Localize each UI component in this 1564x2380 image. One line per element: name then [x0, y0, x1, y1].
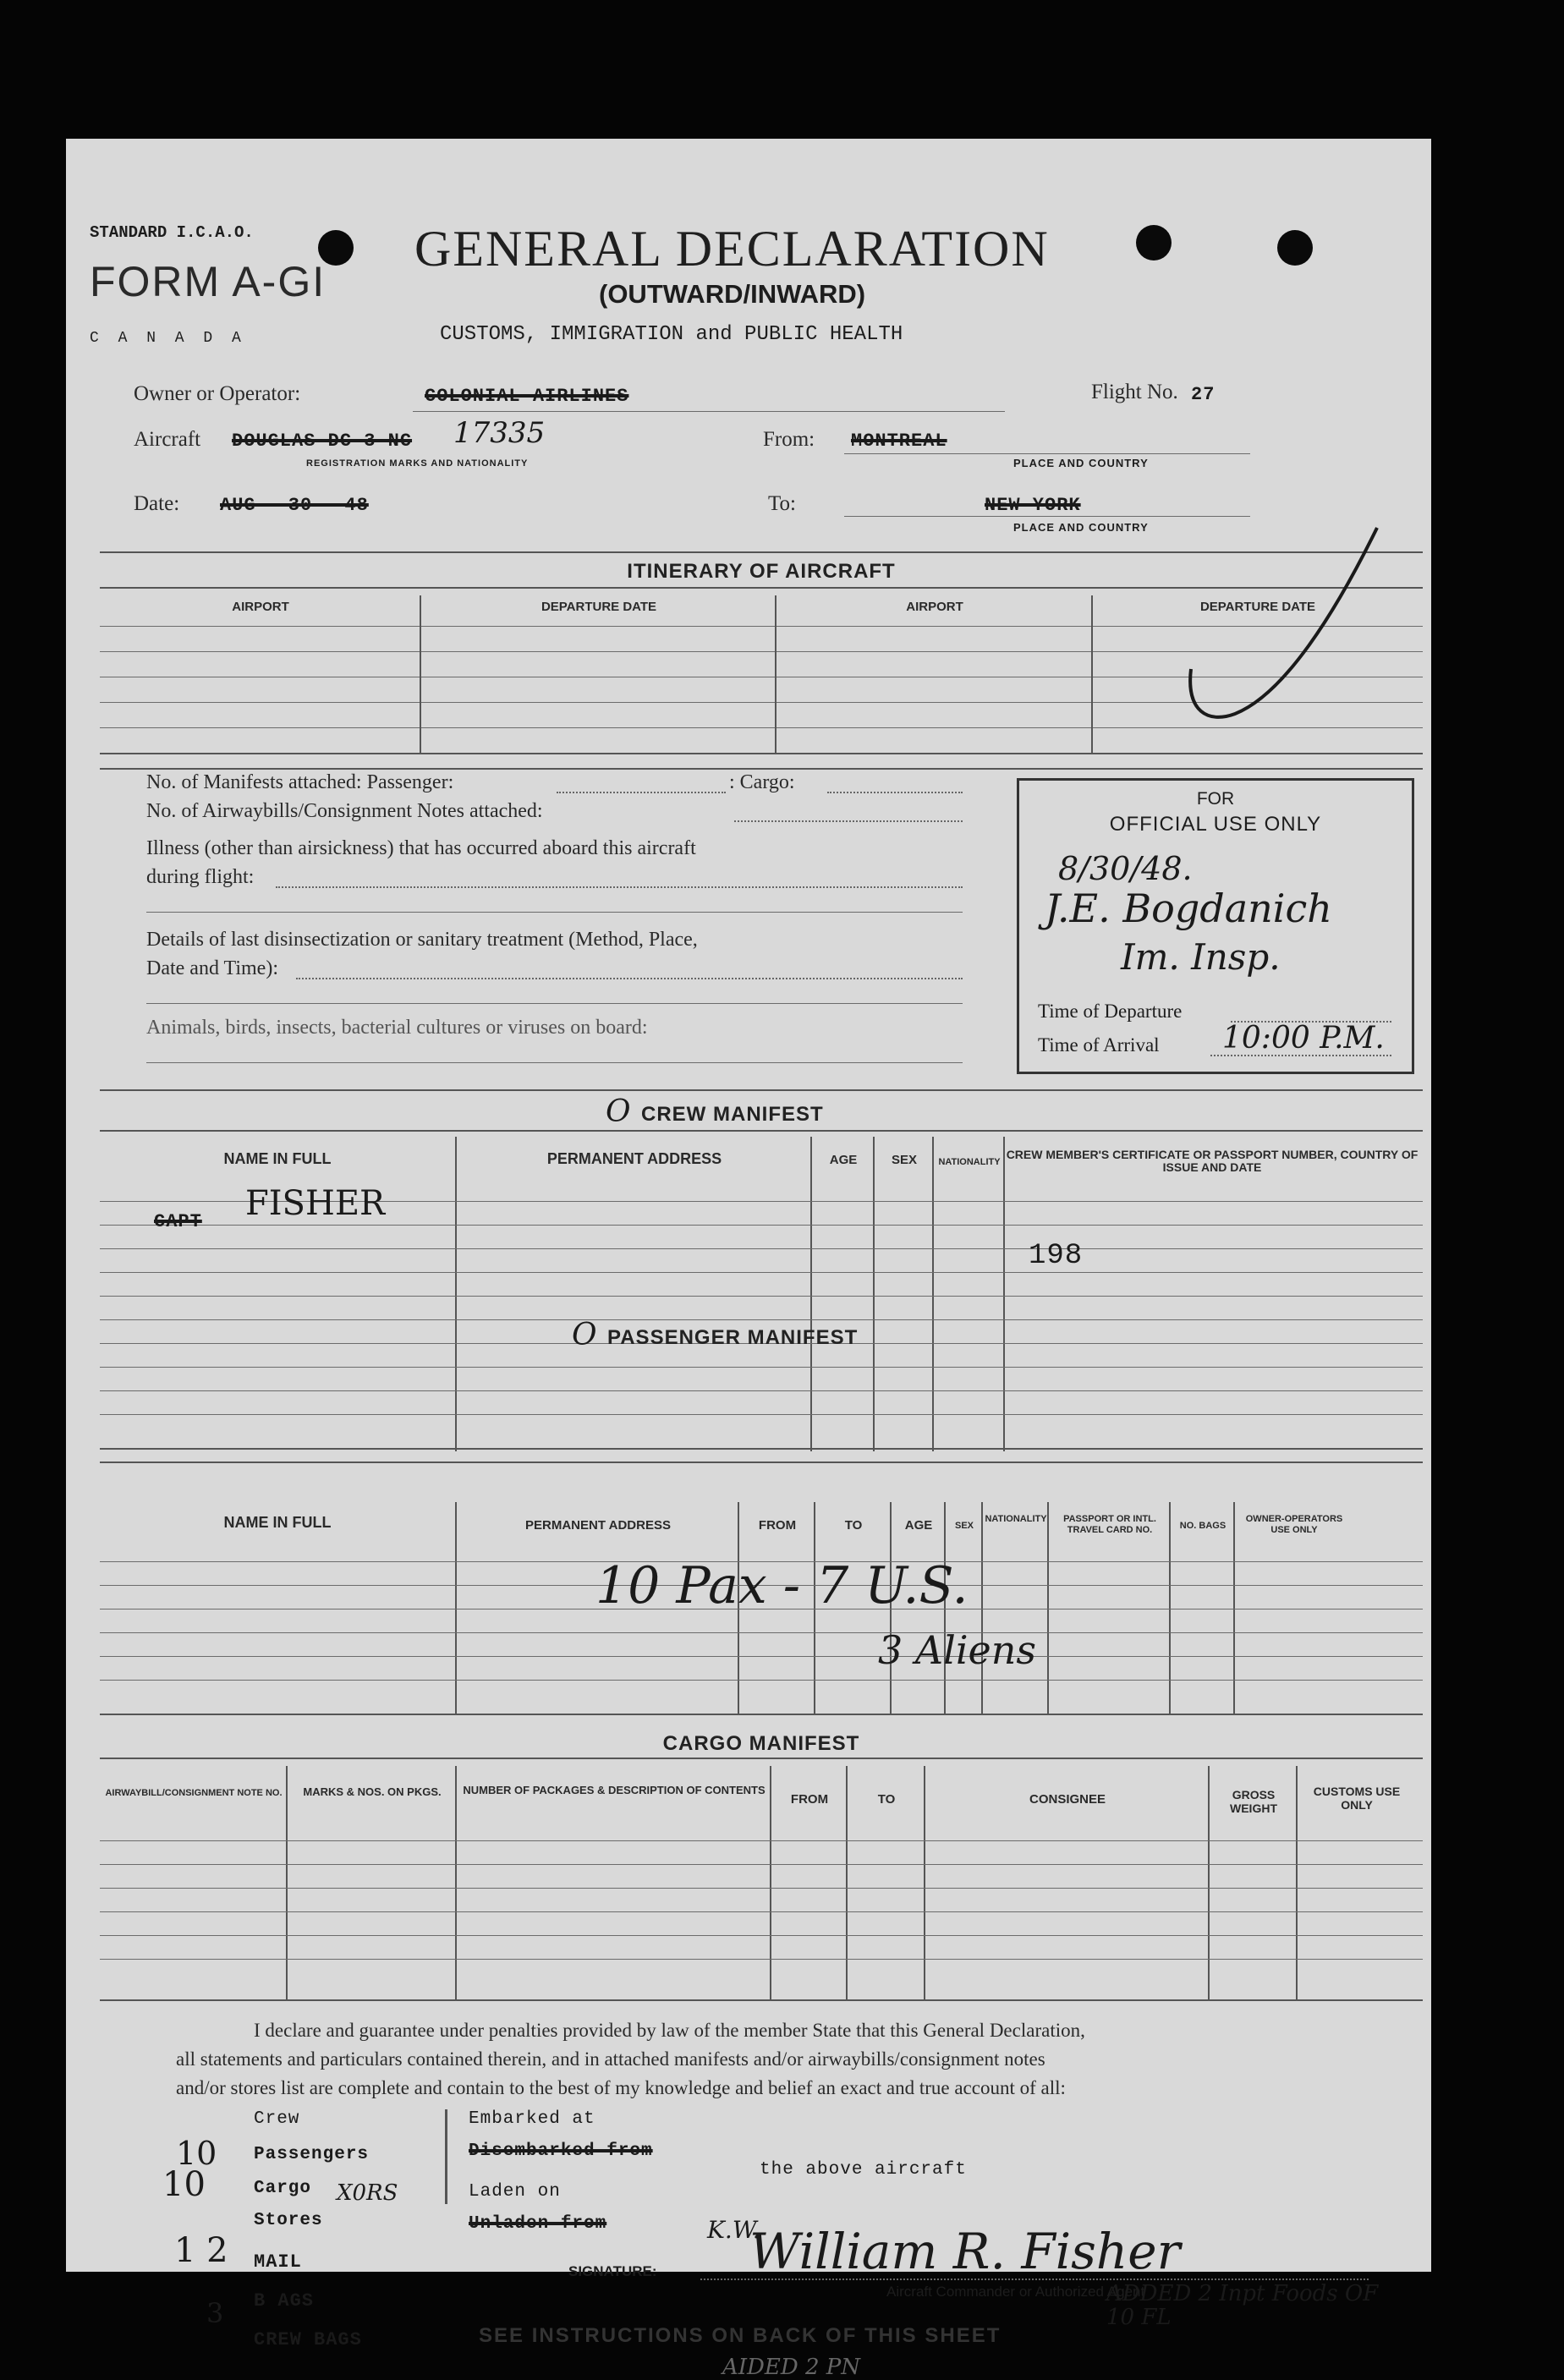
decl-mail: MAIL	[254, 2251, 302, 2273]
passenger-col-address: PERMANENT ADDRESS	[525, 1518, 671, 1533]
to-label: To:	[768, 492, 796, 515]
date-label: Date:	[134, 492, 180, 515]
signature-label: SIGNATURE:	[568, 2263, 657, 2279]
punch-hole-icon	[1277, 230, 1313, 266]
form-subheading: CUSTOMS, IMMIGRATION and PUBLIC HEALTH	[440, 323, 903, 346]
itinerary-col-departure-2: DEPARTURE DATE	[1199, 600, 1316, 614]
cargo-col-to: TO	[877, 1792, 896, 1807]
country-label: C A N A D A	[90, 330, 246, 347]
itinerary-col-airport-1: AIRPORT	[232, 600, 289, 614]
crew-col-nationality: NATIONALITY	[938, 1157, 1001, 1167]
official-departure-label: Time of Departure	[1038, 1001, 1183, 1022]
hand-cargo-note: X0RS	[337, 2180, 398, 2206]
hand-bags-count: 3	[206, 2297, 224, 2329]
decl-stores: Stores	[254, 2211, 323, 2230]
hand-crew-count: 10	[176, 2135, 217, 2172]
owner-value: COLONIAL AIRLINES	[425, 386, 629, 407]
passenger-mark: O	[572, 1318, 597, 1352]
passenger-hand-line2: 3 Aliens	[878, 1627, 1036, 1673]
passenger-col-age: AGE	[904, 1518, 933, 1533]
passenger-title: PASSENGER MANIFEST	[607, 1326, 859, 1349]
document-sheet	[66, 139, 1431, 2380]
hand-mail-count: 1 2	[174, 2231, 228, 2270]
passenger-hand-line1: 10 Pax - 7 U.S.	[595, 1556, 969, 1615]
decl-disembarked: Disembarked from	[469, 2141, 653, 2161]
manifests-line2: No. of Airwaybills/Consignment Notes attached:	[146, 800, 543, 822]
official-hand-name: J.E. Bogdanich	[1045, 886, 1332, 931]
decl-unladen: Unladen from	[469, 2214, 607, 2234]
decl-crew-bags: CREW BAGS	[254, 2329, 362, 2350]
decl-embarked: Embarked at	[469, 2109, 595, 2129]
place-caption-to: PLACE AND COUNTRY	[1013, 521, 1149, 534]
manifests-line3: Illness (other than airsickness) that has occurred aboard this aircraft	[146, 837, 696, 859]
owner-label: Owner or Operator:	[134, 382, 301, 405]
cargo-col-marks: MARKS & NOS. ON PKGS.	[303, 1785, 442, 1798]
manifests-line3b: during flight:	[146, 866, 255, 888]
cargo-col-customs: CUSTOMS USE ONLY	[1313, 1785, 1401, 1812]
punch-hole-icon	[1136, 225, 1172, 260]
official-for: FOR	[1196, 789, 1235, 809]
hand-right-note: ADDED 2 Inpt Foods OF 10 FL	[1106, 2281, 1379, 2330]
cargo-col-airwaybill: AIRWAYBILL/CONSIGNMENT NOTE NO.	[105, 1788, 283, 1798]
itinerary-col-departure-1: DEPARTURE DATE	[541, 600, 657, 614]
checkmark-icon	[1183, 521, 1386, 749]
official-heading: OFFICIAL USE ONLY	[1109, 813, 1322, 836]
cargo-title: CARGO MANIFEST	[662, 1732, 860, 1755]
decl-above-aircraft: the above aircraft	[760, 2160, 967, 2180]
crew-col-age: AGE	[829, 1153, 858, 1167]
cargo-col-from: FROM	[790, 1792, 829, 1807]
crew-cert-value: 198	[1029, 1240, 1084, 1272]
official-arrival-label: Time of Arrival	[1038, 1034, 1160, 1056]
crew-name-hand: FISHER	[245, 1184, 386, 1223]
hand-passenger-count: 10	[162, 2165, 206, 2204]
form-subtitle: (OUTWARD/INWARD)	[599, 279, 866, 309]
itinerary-col-airport-2: AIRPORT	[906, 600, 963, 614]
owner-rule	[413, 411, 1005, 412]
form-id: FORM A-GI	[90, 258, 327, 305]
official-use-box	[1017, 778, 1414, 1074]
aircraft-value: DOUGLAS DC 3 NC	[232, 430, 413, 452]
cargo-col-consignee: CONSIGNEE	[1029, 1792, 1106, 1807]
decl-bags: B AGS	[254, 2290, 315, 2311]
official-hand-date: 8/30/48.	[1058, 850, 1193, 887]
passenger-col-nationality: NATIONALITY	[985, 1514, 1047, 1524]
manifests-line4: Details of last disinsectization or sanitary treatment (Method, Place,	[146, 929, 698, 951]
place-caption-from: PLACE AND COUNTRY	[1013, 457, 1149, 469]
aircraft-hand-number: 17335	[453, 416, 546, 450]
official-hand-title: Im. Insp.	[1121, 936, 1281, 978]
decl-crew: Crew	[254, 2109, 300, 2129]
manifests-line4b: Date and Time):	[146, 957, 278, 979]
crew-col-address: PERMANENT ADDRESS	[546, 1150, 722, 1167]
itinerary-title: ITINERARY OF AIRCRAFT	[627, 560, 896, 583]
passenger-col-owner: OWNER-OPERATORS USE ONLY	[1245, 1514, 1343, 1535]
commander-caption: Aircraft Commander or Authorized Agent	[886, 2284, 1145, 2300]
decl-passengers: Passengers	[254, 2145, 370, 2164]
passenger-col-bags: NO. BAGS	[1179, 1521, 1227, 1531]
crew-col-name: NAME IN FULL	[223, 1150, 332, 1167]
hand-initials: K.W.	[707, 2216, 760, 2244]
passenger-col-passport: PASSPORT OR INTL. TRAVEL CARD NO.	[1063, 1514, 1156, 1535]
cargo-col-packages: NUMBER OF PACKAGES & DESCRIPTION OF CONTENTS	[463, 1784, 766, 1796]
to-value: NEW YORK	[985, 495, 1081, 516]
date-value: AUG 30 48	[220, 495, 369, 516]
decl-cargo: Cargo	[254, 2179, 312, 2198]
crew-col-sex: SEX	[891, 1153, 917, 1167]
signature-hand: William R. Fisher	[749, 2223, 1181, 2280]
manifests-line5: Animals, birds, insects, bacterial cultures or viruses on board:	[146, 1017, 648, 1039]
standard-label: STANDARD I.C.A.O.	[90, 223, 254, 242]
hand-note: AIDED 2 PN	[722, 2355, 861, 2380]
passenger-col-name: NAME IN FULL	[223, 1514, 332, 1531]
official-arrival-value: 10:00 P.M.	[1222, 1021, 1385, 1056]
instructions-note: SEE INSTRUCTIONS ON BACK OF THIS SHEET	[479, 2324, 1002, 2347]
to-rule	[844, 516, 1250, 517]
flight-label: Flight No.	[1091, 381, 1178, 403]
crew-title: CREW MANIFEST	[641, 1103, 824, 1126]
decl-laden: Laden on	[469, 2182, 561, 2202]
passenger-col-sex: SEX	[954, 1521, 974, 1531]
crew-mark: O	[606, 1094, 631, 1129]
manifests-cargo: : Cargo:	[729, 771, 795, 793]
passenger-col-from: FROM	[758, 1518, 797, 1533]
crew-col-certificate: CREW MEMBER'S CERTIFICATE OR PASSPORT NUMBER, COUNTRY OF ISSUE AND DATE	[1006, 1148, 1419, 1174]
registration-caption: REGISTRATION MARKS AND NATIONALITY	[306, 458, 529, 469]
flight-value: 27	[1191, 384, 1216, 405]
from-value: MONTREAL	[851, 430, 947, 452]
declaration-text-3: and/or stores list are complete and contain to the best of my knowledge and belief an exact and true account of all:	[176, 2077, 1066, 2098]
manifests-line1: No. of Manifests attached: Passenger:	[146, 771, 454, 793]
cargo-col-gross: GROSS WEIGHT	[1230, 1788, 1277, 1815]
form-title: GENERAL DECLARATION	[414, 221, 1050, 277]
aircraft-label: Aircraft	[134, 428, 201, 451]
from-rule	[844, 453, 1250, 454]
from-label: From:	[763, 428, 815, 451]
declaration-text-2: all statements and particulars contained therein, and in attached manifests and/or airwaybills/consignment notes	[176, 2048, 1045, 2070]
declaration-text-1: I declare and guarantee under penalties provided by law of the member State that this General Declaration,	[254, 2020, 1085, 2041]
passenger-col-to: TO	[844, 1518, 863, 1533]
crew-name-prefix: CAPT	[154, 1211, 202, 1232]
